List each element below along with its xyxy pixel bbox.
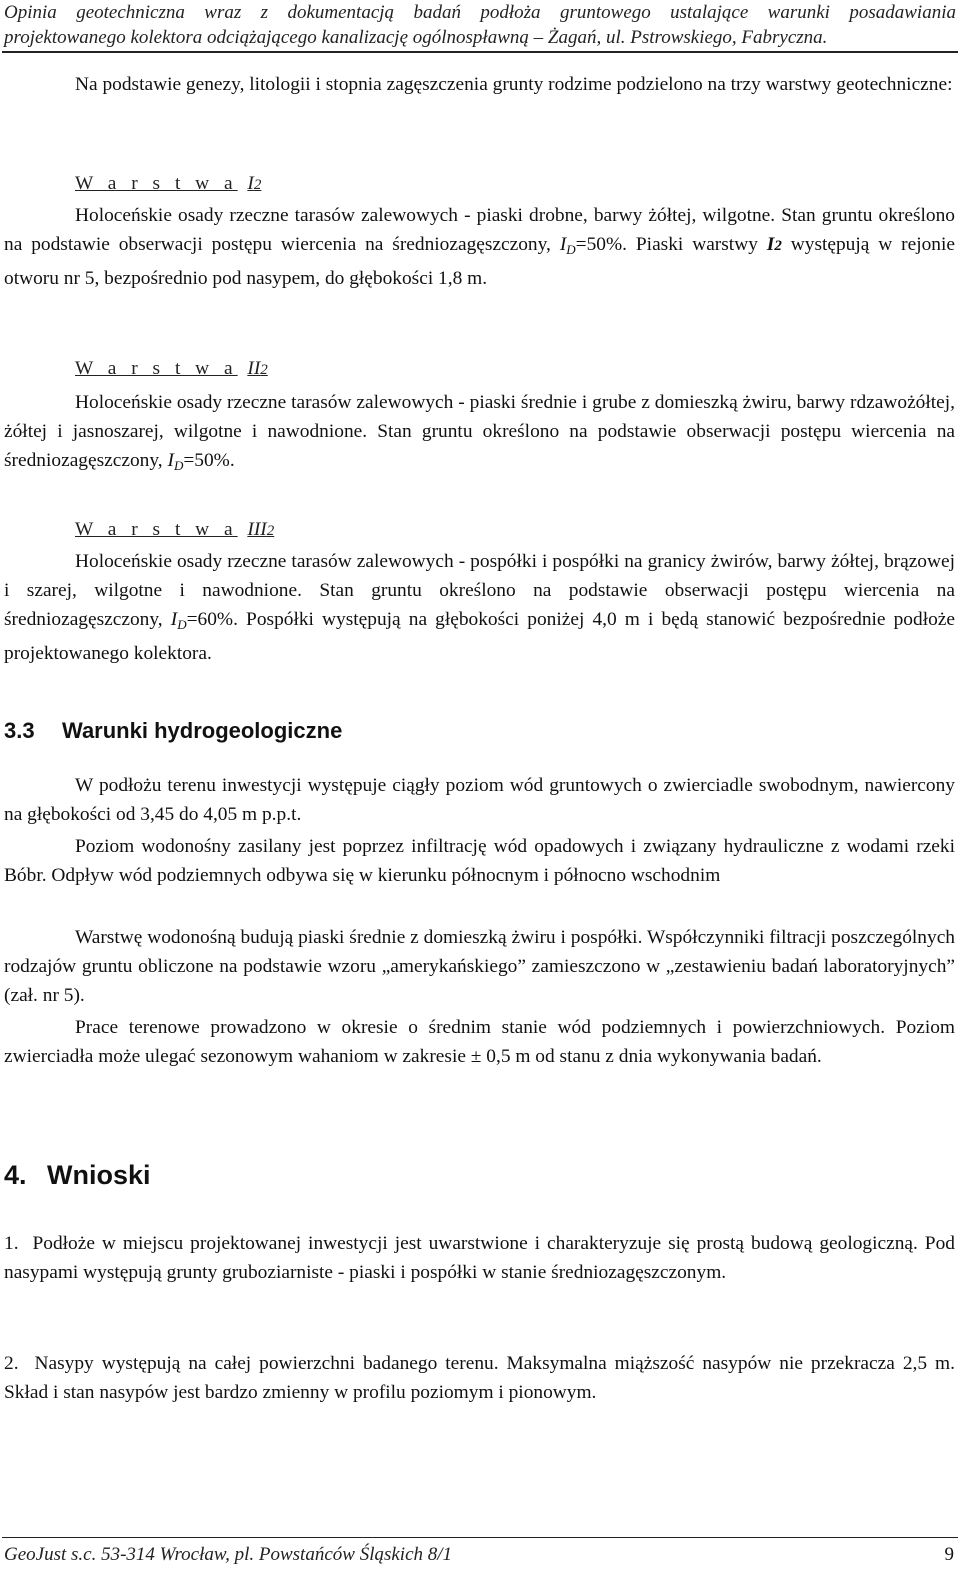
hydro-text-2: Poziom wodonośny zasilany jest poprzez infiltrację wód opadowych i związany hydrauliczne z wodami rzeki Bóbr. Odpływ wód podziemnych odbywa się w kierunku północnym i północno wschodnim	[4, 836, 955, 886]
footer-text: GeoJust s.c. 53-314 Wrocław, pl. Powstańców Śląskich 8/1	[4, 1544, 453, 1565]
layer-title-3	[75, 515, 274, 546]
layer-2-description	[4, 388, 955, 480]
section-heading-3-3	[4, 716, 342, 746]
section-number: 3.3	[4, 718, 35, 743]
hydro-paragraph-1	[4, 771, 955, 829]
layer-title-word: W a r s t w a	[75, 519, 238, 540]
hydro-paragraph-4	[4, 1013, 955, 1071]
id-symbol: I	[167, 450, 174, 471]
layer-2-text-a: Holoceńskie osady rzeczne tarasów zalewowych - piaski średnie i grube z domieszką żwiru, barwy rdzawożółtej, żółtej i jasnoszarej, wilgotne i nawodnione. Stan gruntu określono na podstawie obserwacji postępu wiercenia na średniozagęszczony,	[4, 392, 955, 471]
running-header	[4, 0, 956, 50]
id-subscript: D	[173, 458, 184, 473]
layer-title-num: III	[247, 519, 267, 540]
layer-title-sub: 2	[260, 362, 268, 378]
intro-text: Na podstawie genezy, litologii i stopnia zagęszczenia grunty rodzime podzielono na trzy warstwy geotechniczne:	[75, 74, 953, 95]
layer-2-text-b: =50%.	[183, 450, 235, 471]
header-line-1: Opinia geotechniczna wraz z dokumentacją badań podłoża gruntowego ustalające warunki posadawiania	[4, 2, 956, 23]
layer-title-sub: 2	[253, 177, 262, 193]
conclusion-item-1: 1. Podłoże w miejscu projektowanej inwestycji jest uwarstwione i charakteryzuje się prostą budową geologiczną. Pod nasypami występują grunty gruboziarniste - piaski i pospółki w stanie średniozagęszczonym.	[4, 1233, 960, 1283]
layer-1-description	[4, 201, 955, 293]
hydro-text-1: W podłożu terenu inwestycji występuje ciągły poziom wód gruntowych o zwierciadle swobodnym, nawiercony na głębokości od 3,45 do 4,05 m p.p.t.	[4, 775, 955, 825]
layer-title-word: W a r s t w a	[75, 173, 238, 194]
hydro-paragraph-2	[4, 832, 955, 890]
layer-1-text-b: =50%. Piaski warstwy	[575, 234, 767, 255]
layer-3-text-b: =60%. Pospółki występują na głębokości poniżej 4,0 m i będą stanowić bezpośrednie podłoże projektowanego kolektora.	[4, 609, 955, 664]
id-symbol: I	[170, 609, 178, 630]
layer-ref-num: I	[766, 234, 775, 255]
layer-title-1	[75, 169, 261, 200]
intro-paragraph	[4, 70, 955, 99]
layer-title-word: W a r s t w a	[75, 358, 238, 379]
section-title: Warunki hydrogeologiczne	[62, 718, 343, 743]
header-rule	[2, 51, 958, 53]
layer-3-description	[4, 547, 955, 668]
layer-title-num: II	[247, 358, 261, 379]
id-symbol: I	[559, 234, 567, 255]
layer-1-text-c: występują w rejonie otworu nr 5, bezpośrednio pod nasypem, do głębokości 1,8 m.	[4, 234, 955, 289]
section-number: 4.	[4, 1160, 27, 1190]
id-subscript: D	[177, 617, 187, 632]
footer-rule	[2, 1537, 958, 1538]
id-subscript: D	[566, 242, 576, 257]
conclusion-item-2: 2. Nasypy występują na całej powierzchni badanego terenu. Maksymalna miąższość nasypów nie przekracza 2,5 m. Skład i stan nasypów jest bardzo zmienny w profilu poziomym i pionowym.	[4, 1353, 960, 1403]
layer-ref-sub: 2	[774, 238, 782, 254]
layer-title-2	[75, 354, 268, 385]
layer-title-num: I	[247, 173, 254, 194]
hydro-paragraph-3	[4, 923, 955, 1010]
hydro-text-4: Prace terenowe prowadzono w okresie o średnim stanie wód podziemnych i powierzchniowych. Poziom zwierciadła może ulegać sezonowym wahaniom w zakresie ± 0,5 m od stanu z dnia wykonywania badań.	[4, 1017, 955, 1067]
layer-1-text-a: Holoceńskie osady rzeczne tarasów zalewowych - piaski drobne, barwy żółtej, wilgotne. Stan gruntu określono na podstawie obserwacji postępu wiercenia na średniozagęszczony,	[4, 205, 955, 255]
section-heading-4	[4, 1158, 151, 1192]
hydro-text-3: Warstwę wodonośną budują piaski średnie z domieszką żwiru i pospółki. Współczynniki filtracji poszczególnych rodzajów gruntu obliczone na podstawie wzoru „amerykańskiego” zamieszczono w „zestawieniu badań laboratoryjnych” (zał. nr 5).	[4, 927, 955, 1006]
section-title: Wnioski	[47, 1160, 151, 1190]
header-line-2: projektowanego kolektora odciążającego kanalizację ogólnospławną – Żagań, ul. Pstrowskiego, Fabryczna.	[4, 27, 828, 48]
layer-3-text-a: Holoceńskie osady rzeczne tarasów zalewowych - pospółki i pospółki na granicy żwirów, barwy żółtej, brązowej i szarej, wilgotne i nawodnione. Stan gruntu określono na podstawie obserwacji postępu wiercenia na średniozagęszczony,	[4, 551, 955, 630]
page-number: 9	[944, 1544, 954, 1565]
layer-title-sub: 2	[266, 523, 275, 539]
